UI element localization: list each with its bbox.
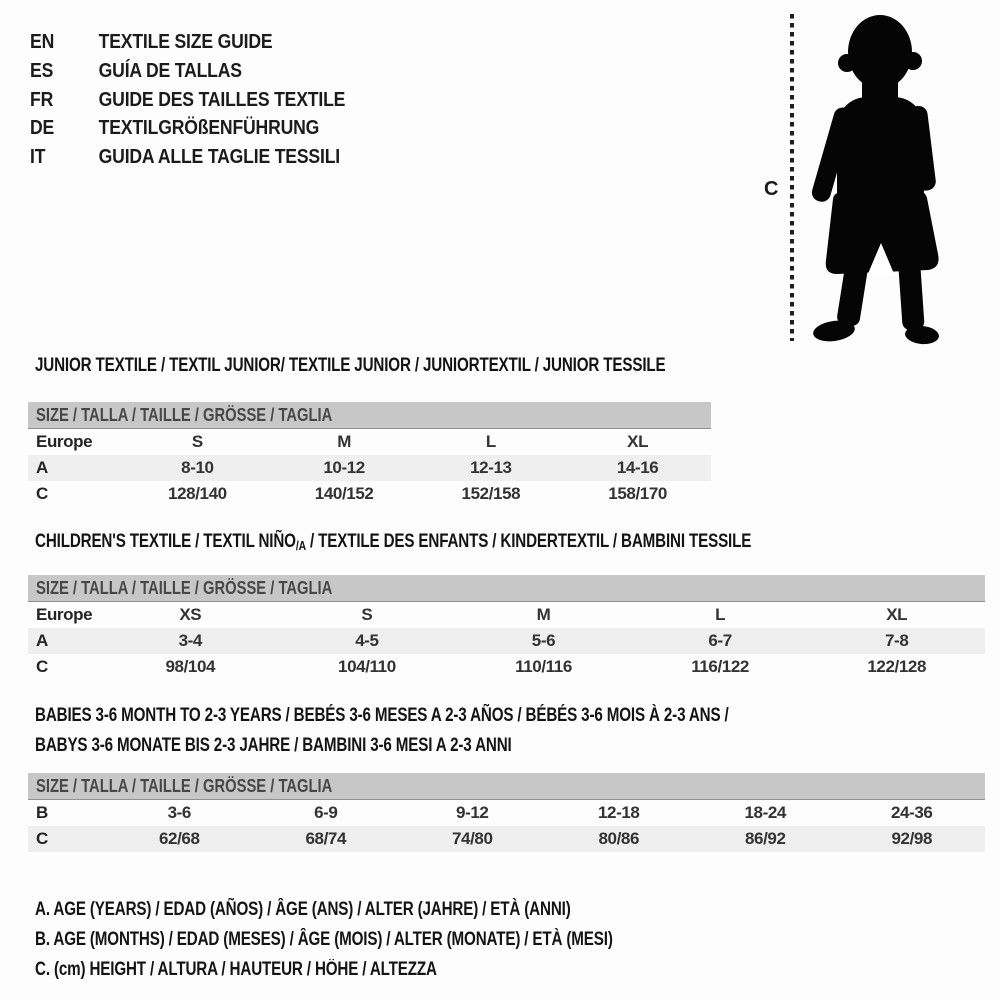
height-cell: 110/116 bbox=[515, 657, 572, 676]
row-label: A bbox=[36, 631, 48, 650]
size-header-bar: SIZE / TALLA / TAILLE / GRÖSSE / TAGLIA bbox=[28, 402, 711, 429]
lang-row-fr bbox=[30, 86, 345, 115]
footnote-c: C. (cm) HEIGHT / ALTURA / HAUTEUR / HÖHE / ALTEZZA bbox=[35, 959, 437, 980]
height-cell: 68/74 bbox=[305, 829, 347, 848]
height-cell: 92/98 bbox=[891, 829, 933, 848]
lang-code: DE bbox=[30, 117, 55, 140]
size-cell: S bbox=[361, 605, 373, 624]
lang-title: GUIDE DES TAILLES TEXTILE bbox=[98, 88, 346, 111]
age-cell: 6-7 bbox=[708, 631, 732, 650]
age-cell: 12-13 bbox=[470, 458, 512, 477]
row-label: A bbox=[36, 458, 48, 477]
lang-row-de bbox=[30, 114, 345, 143]
age-cell: 18-24 bbox=[744, 803, 786, 822]
height-cell: 86/92 bbox=[744, 829, 786, 848]
age-cell: 9-12 bbox=[456, 803, 489, 822]
table-row-age-months bbox=[28, 800, 985, 826]
height-cell: 128/140 bbox=[168, 484, 227, 503]
lang-title: TEXTILE SIZE GUIDE bbox=[98, 31, 273, 53]
lang-code: IT bbox=[30, 146, 46, 169]
size-cell: L bbox=[715, 605, 726, 624]
height-cell: 122/128 bbox=[867, 657, 927, 676]
junior-size-table bbox=[28, 402, 711, 507]
toddler-silhouette bbox=[810, 15, 940, 345]
age-cell: 7-8 bbox=[885, 631, 909, 650]
height-cell: 116/122 bbox=[691, 657, 749, 676]
size-cell: XL bbox=[627, 432, 649, 451]
age-cell: 12-18 bbox=[598, 803, 640, 822]
row-label: C bbox=[36, 484, 48, 503]
age-cell: 8-10 bbox=[181, 458, 214, 477]
height-cell: 152/158 bbox=[461, 484, 521, 503]
heading-subscript: /A bbox=[295, 538, 306, 553]
age-cell: 24-36 bbox=[891, 803, 933, 822]
children-size-table bbox=[28, 575, 985, 680]
size-cell: XS bbox=[179, 605, 202, 624]
row-label: Europe bbox=[36, 605, 93, 624]
table-row-height bbox=[28, 654, 985, 680]
size-cell: XL bbox=[886, 605, 908, 624]
footnote-a: A. AGE (YEARS) / EDAD (AÑOS) / ÂGE (ANS) / ALTER (JAHRE) / ETÀ (ANNI) bbox=[35, 899, 571, 920]
size-cell: S bbox=[191, 432, 203, 451]
babies-section-heading-line1: BABIES 3-6 MONTH TO 2-3 YEARS / BEBÉS 3-6 MESES A 2-3 AÑOS / BÉBÉS 3-6 MOIS À 2-3 ANS / bbox=[35, 705, 729, 726]
age-cell: 3-4 bbox=[178, 631, 202, 650]
babies-section-heading-line2: BABYS 3-6 MONATE BIS 2-3 JAHRE / BAMBINI 3-6 MESI A 2-3 ANNI bbox=[35, 735, 512, 756]
junior-section-heading: JUNIOR TEXTILE / TEXTIL JUNIOR/ TEXTILE JUNIOR / JUNIORTEXTIL / JUNIOR TESSILE bbox=[35, 355, 666, 376]
lang-row-en bbox=[30, 28, 345, 57]
row-label: Europe bbox=[36, 432, 93, 451]
row-label: C bbox=[36, 829, 48, 848]
lang-code: EN bbox=[30, 31, 55, 53]
height-cell: 80/86 bbox=[598, 829, 640, 848]
lang-title: GUIDA ALLE TAGLIE TESSILI bbox=[98, 146, 340, 169]
height-cell: 140/152 bbox=[314, 484, 374, 503]
age-cell: 6-9 bbox=[314, 803, 338, 822]
height-cell: 98/104 bbox=[165, 657, 216, 676]
age-cell: 5-6 bbox=[531, 631, 556, 650]
row-label: B bbox=[36, 803, 48, 822]
height-cell: 74/80 bbox=[451, 829, 493, 848]
height-cell: 158/170 bbox=[608, 484, 667, 503]
lang-code: ES bbox=[30, 59, 54, 82]
measure-label-c: C bbox=[764, 178, 779, 200]
size-header-bar: SIZE / TALLA / TAILLE / GRÖSSE / TAGLIA bbox=[28, 773, 985, 800]
size-cell: M bbox=[536, 605, 551, 624]
height-cell: 104/110 bbox=[338, 657, 396, 676]
age-cell: 10-12 bbox=[323, 458, 365, 477]
lang-title: GUÍA DE TALLAS bbox=[98, 59, 242, 82]
babies-size-table bbox=[28, 773, 985, 852]
table-row-europe bbox=[28, 429, 711, 455]
footnote-b: B. AGE (MONTHS) / EDAD (MESES) / ÂGE (MOIS) / ALTER (MONATE) / ETÀ (MESI) bbox=[35, 929, 613, 950]
size-header-bar: SIZE / TALLA / TAILLE / GRÖSSE / TAGLIA bbox=[28, 575, 985, 602]
table-row-europe bbox=[28, 602, 985, 628]
table-row-age bbox=[28, 628, 985, 654]
language-title-list bbox=[30, 28, 345, 172]
lang-title: TEXTILGRÖßENFÜHRUNG bbox=[98, 117, 320, 140]
children-section-heading: CHILDREN'S TEXTILE / TEXTIL $NIÑO_{/A}$ / TEXTILE DES ENFANTS / KINDERTEXTIL / BAMBINI TESSILE bbox=[35, 531, 752, 553]
lang-row-it bbox=[30, 143, 345, 172]
age-cell: 14-16 bbox=[616, 458, 659, 477]
lang-code: FR bbox=[30, 88, 54, 111]
table-row-age bbox=[28, 455, 711, 481]
lang-row-es bbox=[30, 57, 345, 86]
height-cell: 62/68 bbox=[158, 829, 200, 848]
height-figure bbox=[740, 0, 970, 355]
table-row-height bbox=[28, 481, 711, 507]
row-label: C bbox=[36, 657, 48, 676]
size-cell: M bbox=[337, 432, 351, 451]
size-cell: L bbox=[485, 432, 496, 451]
age-cell: 4-5 bbox=[355, 631, 379, 650]
table-row-height bbox=[28, 826, 985, 852]
age-cell: 3-6 bbox=[167, 803, 191, 822]
